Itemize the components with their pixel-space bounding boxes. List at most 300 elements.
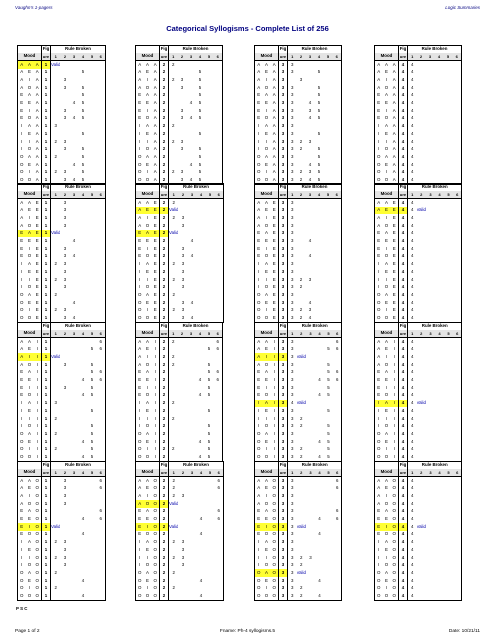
syllogism-row	[375, 261, 462, 269]
rule-number-header: 5	[87, 469, 96, 477]
figure-number: 3	[279, 76, 288, 84]
mood-letter: A	[136, 485, 144, 493]
rule-broken-cell	[426, 539, 435, 547]
mood-letter: O	[18, 592, 26, 600]
figure-number: 1	[42, 307, 51, 315]
rule-broken-cell: 6	[96, 338, 105, 346]
rule-broken-cell	[324, 138, 333, 146]
mood-letter: A	[18, 361, 26, 369]
rule-broken-cell	[444, 107, 453, 115]
rule-broken-cell: 5	[327, 446, 330, 452]
figure-number: 2	[160, 107, 169, 115]
mood-letter: A	[265, 123, 268, 129]
mood-letter: I	[36, 438, 38, 444]
mood-letter: I	[28, 77, 31, 83]
rule-broken-cell	[51, 531, 61, 539]
rule-broken-cell	[426, 169, 435, 177]
rule-broken-cell	[306, 146, 315, 154]
rule-broken-cell	[324, 585, 333, 593]
rule-broken-cell	[69, 230, 78, 238]
mood-letter: I	[255, 423, 263, 431]
mood-letter: A	[146, 477, 149, 483]
rule-broken-cell: 3	[308, 307, 312, 313]
rule-broken-cell	[435, 92, 444, 100]
rule-broken-cell	[214, 146, 223, 154]
syllogism-row	[255, 407, 342, 415]
rule-broken-cell: 2	[297, 314, 306, 322]
figure-number: 4	[399, 307, 408, 315]
syllogism-row	[255, 291, 342, 299]
syllogism-row	[375, 500, 462, 508]
figure-number: 3	[279, 508, 288, 516]
rule-broken-cell: 3	[291, 377, 294, 383]
mood-letter: I	[28, 307, 31, 313]
mood-letter: O	[18, 453, 26, 461]
mood-letter: O	[384, 361, 389, 367]
mood-letter: E	[265, 100, 268, 106]
rule-number-header: 2	[417, 191, 426, 199]
figure-number: 2	[160, 446, 169, 454]
rule-broken-cell	[417, 585, 426, 593]
mood-letter: I	[271, 400, 279, 408]
figure-number: 3	[279, 214, 288, 222]
syllogism-row	[18, 299, 106, 307]
rule-broken-cell	[453, 69, 462, 77]
mood-letter: I	[385, 415, 388, 421]
rule-broken-cell	[306, 230, 315, 238]
rule-broken-cell: 3	[291, 562, 294, 568]
rule-broken-cell	[214, 577, 223, 585]
figure-number: 1	[42, 523, 51, 531]
rule-broken-cell	[96, 276, 105, 284]
figure-number: 3	[279, 446, 288, 454]
mood-letter: I	[146, 493, 149, 499]
figure-number: 2	[160, 407, 169, 415]
syllogism-row	[255, 485, 342, 493]
rule-broken-cell	[444, 585, 453, 593]
mood-letter: I	[393, 407, 395, 413]
rule-broken-cell	[435, 523, 444, 531]
rule-broken-cell: 5	[90, 392, 94, 398]
rule-broken-cell	[214, 492, 223, 500]
figure-number: 4	[399, 453, 408, 461]
figure-number: 1	[42, 453, 51, 461]
mood-letter: A	[392, 123, 396, 129]
mood-letter: E	[136, 384, 144, 392]
rule-broken-cell	[60, 299, 69, 307]
mood-col-header: Mood	[375, 330, 399, 338]
rule-broken-cell: 2	[172, 477, 175, 483]
rule-broken-cell: 4	[411, 407, 414, 413]
mood-letter: E	[392, 284, 396, 290]
mood-letter: E	[272, 215, 276, 221]
rule-broken-cell	[453, 492, 462, 500]
rule-broken-cell	[333, 361, 342, 369]
mood-letter: E	[152, 230, 160, 238]
mood-letter: A	[392, 100, 396, 106]
figure-number: 2	[160, 237, 169, 245]
rule-broken-cell	[324, 99, 333, 107]
rule-broken-cell	[333, 161, 342, 169]
syllogism-row	[18, 261, 106, 269]
rule-broken-cell: 4	[189, 161, 193, 167]
mood-letter: A	[28, 508, 31, 514]
rule-broken-cell: 4	[411, 100, 414, 106]
syllogism-row	[18, 508, 106, 516]
rule-broken-cell	[306, 153, 315, 161]
rule-broken-cell	[426, 407, 435, 415]
syllogism-row	[136, 69, 223, 77]
rule-broken-cell: 2	[172, 554, 175, 560]
rule-broken-cell	[453, 353, 462, 361]
rule-broken-cell: 4	[411, 446, 414, 452]
rule-broken-cell: 5	[90, 369, 94, 375]
rule-broken-cell	[169, 92, 178, 100]
rule-broken-cell	[96, 107, 105, 115]
figure-number: 4	[399, 515, 408, 523]
mood-letter: I	[385, 77, 388, 83]
mood-letter: O	[272, 531, 276, 537]
mood-letter: I	[273, 423, 275, 429]
syllogism-row	[375, 346, 462, 354]
rule-broken-cell	[444, 99, 453, 107]
rule-number-header: 4	[196, 330, 205, 338]
rule-broken-cell	[69, 146, 78, 154]
rule-broken-cell	[87, 353, 96, 361]
mood-letter: A	[153, 138, 157, 144]
rule-broken-cell: 3	[63, 554, 67, 560]
figure-number: 2	[160, 415, 169, 423]
mood-letter: E	[375, 376, 383, 384]
rule-broken-cell	[178, 291, 187, 299]
mood-letter: O	[18, 169, 26, 177]
mood-letter: O	[145, 115, 150, 121]
rule-broken-cell: 2	[297, 592, 306, 600]
mood-letter: O	[375, 592, 383, 600]
figure-number: 4	[399, 353, 408, 361]
mood-letter: I	[146, 307, 149, 313]
rule-broken-cell: 3	[291, 299, 294, 305]
syllogism-row	[18, 199, 106, 207]
rule-broken-cell	[444, 291, 453, 299]
rule-broken-cell	[205, 400, 214, 408]
mood-letter: E	[153, 291, 157, 297]
rule-broken-cell	[297, 130, 306, 138]
rule-broken-cell: 5	[207, 377, 211, 383]
syllogism-row	[18, 523, 106, 531]
syllogism-row	[18, 123, 106, 131]
rule-broken-cell: 6	[96, 477, 105, 485]
rule-broken-cell	[315, 253, 324, 261]
figure-number: 1	[42, 161, 51, 169]
figure-number: 3	[279, 153, 288, 161]
figure-number: 4	[399, 61, 408, 69]
rule-broken-cell	[196, 276, 205, 284]
mood-letter: O	[136, 430, 144, 438]
syllogism-row	[18, 477, 106, 485]
rule-broken-cell	[453, 500, 462, 508]
syllogism-row	[375, 539, 462, 547]
figure-number: 2	[160, 477, 169, 485]
rule-broken-cell	[214, 384, 223, 392]
figure-number: 4	[399, 76, 408, 84]
mood-letter: A	[35, 146, 39, 152]
rule-broken-cell	[417, 562, 426, 570]
mood-letter: O	[383, 176, 391, 184]
rule-broken-cell	[315, 299, 324, 307]
rule-broken-cell: 4	[308, 253, 312, 259]
figure-number: 3	[279, 430, 288, 438]
rule-broken-cell	[96, 230, 105, 238]
rule-broken-cell	[196, 562, 205, 570]
rule-broken-cell	[96, 407, 105, 415]
rule-broken-cell: 4	[411, 562, 414, 568]
rule-broken-cell	[315, 477, 324, 485]
rule-broken-cell	[426, 230, 435, 238]
mood-letter: O	[272, 493, 276, 499]
rule-broken-cell	[214, 107, 223, 115]
mood-letter: O	[27, 84, 32, 90]
syllogism-row	[375, 253, 462, 261]
rule-broken-cell: 2	[299, 562, 303, 568]
mood-letter: E	[265, 207, 268, 213]
mood-letter: A	[255, 214, 263, 222]
rule-broken-cell	[297, 500, 306, 508]
rule-broken-cell	[315, 485, 324, 493]
mood-letter: A	[153, 146, 157, 152]
figure-col-header: Fig	[160, 462, 168, 468]
rule-broken-cell	[417, 415, 426, 423]
rule-broken-cell: 4	[411, 508, 414, 514]
rule-broken-cell: 3	[308, 138, 312, 144]
mood-letter: I	[385, 276, 388, 282]
rule-broken-cell	[306, 423, 315, 431]
mood-letter: E	[153, 261, 157, 267]
rule-broken-cell	[196, 400, 205, 408]
figure-number: 1	[42, 153, 51, 161]
mood-letter: O	[375, 453, 383, 461]
rule-broken-cell: 4	[411, 361, 414, 367]
mood-letter: I	[136, 407, 144, 415]
figure-number: 1	[42, 99, 51, 107]
rule-broken-cell	[214, 307, 223, 315]
rule-number-header: 1	[288, 191, 297, 199]
rule-broken-cell	[435, 107, 444, 115]
rule-broken-cell	[96, 392, 105, 400]
rule-broken-cell	[444, 261, 453, 269]
rule-broken-cell	[315, 214, 324, 222]
mood-letter: A	[28, 291, 31, 297]
mood-letter: I	[136, 268, 144, 276]
rule-broken-cell	[178, 423, 187, 431]
syllogism-row	[375, 76, 462, 84]
rule-broken-cell: 5	[196, 176, 205, 184]
mood-letter: A	[255, 500, 263, 508]
rule-broken-cell: 5	[317, 169, 321, 175]
rule-broken-cell	[169, 161, 178, 169]
rule-broken-cell	[324, 199, 333, 207]
rule-broken-cell	[87, 477, 96, 485]
mood-letter: E	[265, 346, 268, 352]
mood-letter: O	[27, 146, 32, 152]
rule-broken-cell	[444, 500, 453, 508]
syllogism-row	[18, 253, 106, 261]
mood-letter: A	[272, 130, 276, 136]
rule-broken-cell	[444, 492, 453, 500]
rule-broken-cell: 3	[60, 176, 69, 184]
rule-broken-cell	[60, 237, 69, 245]
rule-broken-cell	[435, 392, 444, 400]
figure-number: 3	[279, 69, 288, 77]
mood-letter: O	[144, 176, 152, 184]
rule-broken-cell	[324, 153, 333, 161]
mood-letter: A	[28, 539, 31, 545]
rule-broken-cell	[435, 515, 444, 523]
mood-letter: E	[375, 237, 383, 245]
rule-broken-cell: 2	[54, 261, 57, 267]
rule-broken-cell	[417, 199, 426, 207]
rule-broken-cell	[169, 392, 178, 400]
rule-broken-cell	[196, 222, 205, 230]
rule-broken-cell: 4	[411, 554, 414, 560]
figure-number: 2	[160, 346, 169, 354]
rule-broken-cell	[96, 415, 105, 423]
mood-letter: E	[18, 523, 26, 531]
rule-broken-cell	[324, 230, 333, 238]
rule-broken-cell	[435, 207, 444, 215]
rule-broken-cell	[178, 123, 187, 131]
rule-broken-cell	[60, 130, 69, 138]
figure-number: 4	[399, 230, 408, 238]
syllogism-row	[375, 376, 462, 384]
rule-broken-cell	[333, 115, 342, 123]
rule-broken-cell	[60, 592, 69, 600]
figure-number: 3	[279, 453, 288, 461]
rule-broken-cell	[69, 423, 78, 431]
syllogism-row	[255, 169, 342, 177]
mood-letter: O	[375, 430, 383, 438]
mood-letter: A	[272, 92, 276, 98]
mood-letter: I	[18, 268, 26, 276]
mood-letter: O	[35, 508, 39, 514]
syllogism-row	[375, 353, 462, 361]
mood-letter: I	[154, 354, 156, 360]
figure-number: 3	[279, 531, 288, 539]
rule-broken-cell	[297, 161, 306, 169]
rule-broken-cell	[297, 291, 306, 299]
rule-broken-cell	[453, 230, 462, 238]
syllogism-row	[255, 592, 342, 600]
mood-letter: E	[146, 130, 149, 136]
rule-number-header: 1	[408, 191, 417, 199]
mood-letter: E	[35, 207, 39, 213]
rule-broken-cell: 3	[181, 493, 185, 499]
rule-broken-cell	[324, 569, 333, 577]
mood-letter: I	[154, 392, 156, 398]
mood-letter: O	[375, 299, 383, 307]
mood-letter: E	[18, 369, 26, 377]
figure-number: 1	[42, 492, 51, 500]
rule-broken-cell	[417, 546, 426, 554]
rule-broken-cell	[435, 539, 444, 547]
mood-letter: O	[384, 253, 389, 259]
rule-broken-cell: 3	[291, 253, 294, 259]
mood-letter: A	[265, 508, 268, 514]
figure-number: 1	[42, 338, 51, 346]
rule-broken-cell	[60, 338, 69, 346]
rule-broken-cell	[205, 84, 214, 92]
rule-broken-cell	[187, 107, 196, 115]
rule-broken-cell	[453, 268, 462, 276]
rule-broken-cell: 5	[207, 369, 211, 375]
mood-letter: A	[392, 169, 396, 175]
syllogism-row	[255, 392, 342, 400]
rule-number-header: 2	[297, 191, 306, 199]
mood-letter: E	[18, 107, 26, 115]
rule-broken-cell	[87, 92, 96, 100]
rule-broken-cell	[205, 562, 214, 570]
rule-broken-cell	[214, 123, 223, 131]
rule-broken-cell	[78, 291, 87, 299]
rule-broken-cell: 4	[411, 199, 414, 205]
rule-broken-cell	[51, 92, 61, 100]
figure-number: 4	[399, 253, 408, 261]
rule-broken-cell	[96, 146, 105, 154]
rule-broken-cell	[169, 423, 178, 431]
rule-broken-cell	[453, 61, 462, 69]
rule-broken-cell	[444, 384, 453, 392]
rule-broken-cell: 4	[69, 314, 78, 322]
rule-broken-cell	[69, 400, 78, 408]
mood-letter: E	[34, 314, 42, 322]
rule-broken-cell	[315, 123, 324, 131]
syllogism-row	[136, 115, 223, 123]
rule-broken-cell: 6	[96, 485, 105, 493]
valid-label: Valid	[296, 354, 306, 360]
rule-broken-cell	[453, 253, 462, 261]
mood-letter: O	[18, 153, 26, 161]
syllogism-row	[375, 369, 462, 377]
figure-number: 3	[279, 99, 288, 107]
rule-broken-cell: 2	[299, 554, 303, 560]
rule-broken-cell	[187, 84, 196, 92]
rule-broken-cell	[297, 107, 306, 115]
rule-broken-cell	[87, 153, 96, 161]
mood-letter: A	[153, 61, 157, 67]
rule-broken-cell: 3	[291, 585, 294, 591]
mood-letter: E	[136, 523, 144, 531]
rule-number-header: 4	[435, 191, 444, 199]
mood-letter: I	[136, 423, 144, 431]
mood-letter: E	[265, 238, 268, 244]
rule-broken-header: Rule Broken	[408, 46, 462, 54]
rule-broken-cell: 4	[196, 453, 205, 461]
rule-broken-cell	[196, 237, 205, 245]
mood-letter: I	[385, 138, 388, 144]
rule-broken-cell: 5	[90, 407, 94, 413]
mood-letter: I	[265, 554, 268, 560]
mood-letter: I	[28, 138, 31, 144]
rule-broken-cell: 6	[333, 376, 342, 384]
syllogism-row	[18, 531, 106, 539]
rule-broken-cell	[96, 546, 105, 554]
figure-number: 1	[42, 585, 51, 593]
rule-broken-cell	[187, 169, 196, 177]
rule-broken-cell	[444, 446, 453, 454]
rule-broken-cell	[324, 415, 333, 423]
rule-broken-cell	[196, 523, 205, 531]
rule-broken-cell	[444, 531, 453, 539]
